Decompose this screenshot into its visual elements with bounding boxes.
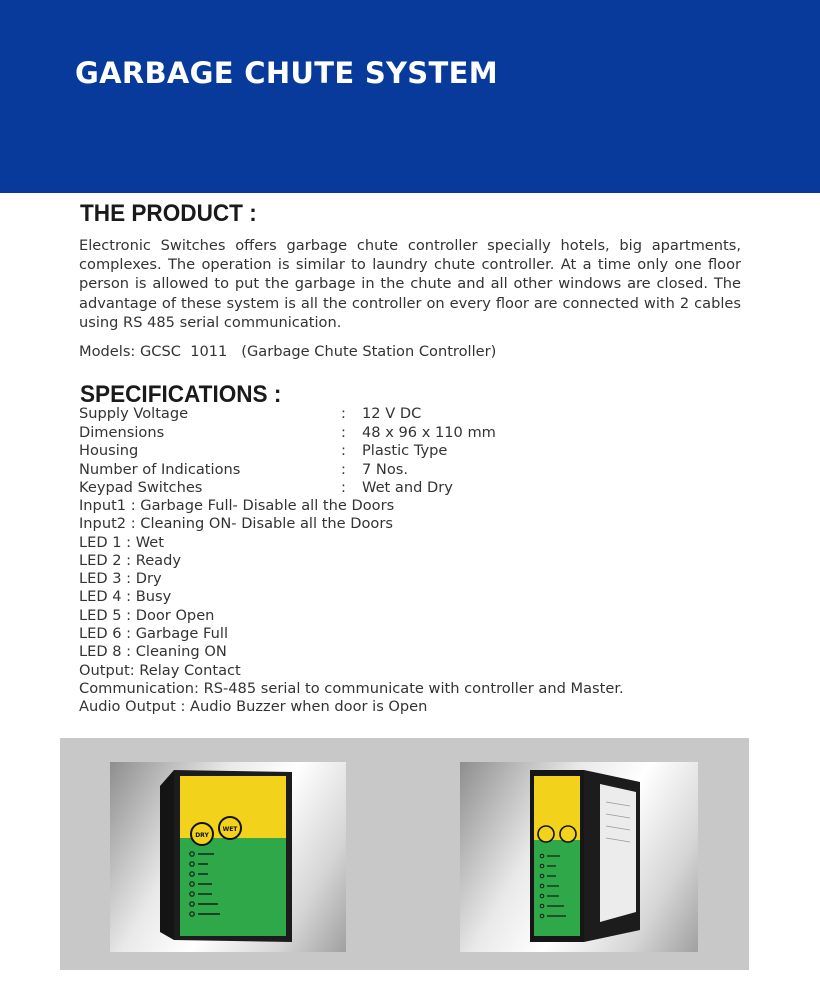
spec-separator: :	[341, 423, 346, 441]
product-photo-strip	[60, 738, 749, 970]
spec-separator: :	[341, 460, 346, 478]
spec-line-led1: LED 1 : Wet	[79, 533, 164, 551]
spec-value: Plastic Type	[362, 442, 448, 459]
spec-line-audio-output: Audio Output : Audio Buzzer when door is Open	[79, 698, 428, 716]
controller-device-image	[460, 762, 698, 952]
spec-line-led2: LED 2 : Ready	[79, 551, 182, 569]
spec-separator: :	[341, 442, 346, 459]
spec-line-led4: LED 4 : Busy	[79, 588, 172, 606]
spec-line-communication: Communication: RS-485 serial to communicate with controller and Master.	[79, 679, 624, 697]
spec-label: Number of Indications	[79, 460, 241, 478]
product-photo-side	[460, 762, 698, 952]
product-heading: THE PRODUCT :	[80, 200, 257, 227]
spec-line-input2: Input2 : Cleaning ON- Disable all the Doors	[79, 515, 393, 533]
spec-separator: :	[341, 405, 346, 422]
spec-value: Wet and Dry	[362, 479, 453, 496]
spec-value: 7 Nos.	[362, 460, 409, 478]
spec-label: Housing	[79, 442, 139, 459]
models-line: Models: GCSC 1011 (Garbage Chute Station Controller)	[79, 343, 497, 360]
spec-label: Dimensions	[79, 423, 165, 441]
spec-separator: :	[341, 479, 346, 496]
dry-button-label: DRY	[195, 832, 209, 839]
spec-label: Keypad Switches	[79, 479, 203, 496]
product-photo-angled	[110, 762, 346, 952]
spec-line-led3: LED 3 : Dry	[79, 570, 162, 588]
spec-line-output: Output: Relay Contact	[79, 661, 241, 679]
spec-line-led6: LED 6 : Garbage Full	[79, 625, 229, 643]
spec-value: 12 V DC	[362, 405, 422, 422]
spec-line-led5: LED 5 : Door Open	[79, 606, 215, 624]
header-banner	[0, 0, 820, 193]
spec-line-input1: Input1 : Garbage Full- Disable all the Doors	[79, 497, 395, 514]
page-title: GARBAGE CHUTE SYSTEM	[75, 56, 498, 90]
wet-button-label: WET	[222, 826, 238, 833]
specifications-heading: SPECIFICATIONS :	[80, 381, 282, 408]
spec-label: Supply Voltage	[79, 405, 189, 422]
controller-device-image	[110, 762, 346, 952]
spec-list	[79, 497, 624, 717]
spec-line-led8: LED 8 : Cleaning ON	[79, 643, 227, 661]
spec-value: 48 x 96 x 110 mm	[362, 423, 496, 441]
product-description: Electronic Switches offers garbage chute controller specially hotels, big apartments, complexes. The operation is similar to laundry chute controller. At a time only one floor person is allowed to put the garbage in the chute and all other windows are closed. The advantage of these system is all the controller on every floor are connected with 2 cables using RS 485 serial communication.	[79, 237, 741, 331]
